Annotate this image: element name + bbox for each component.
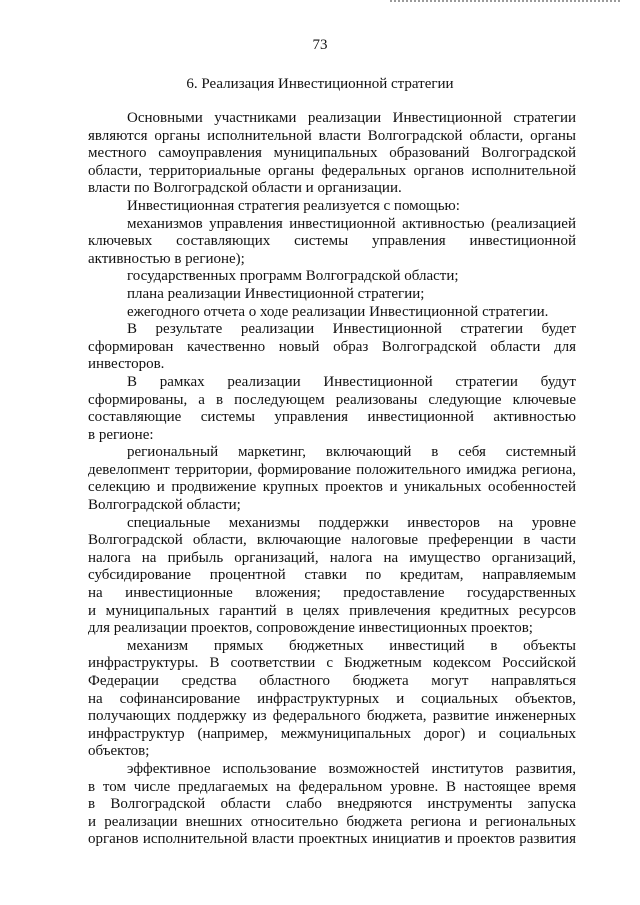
text-line: региональный маркетинг, включающий в себя системный — [127, 444, 576, 461]
text-line: механизмов управления инвестиционной активностью (реализацией — [127, 215, 576, 232]
text-line: селекцию и продвижение крупных проектов и уникальных особенностей — [88, 479, 576, 496]
text-line: механизм прямых бюджетных инвестиций в объекты — [127, 637, 576, 654]
text-line: Волгоградской области, включающие налоговые преференции в части — [88, 532, 576, 549]
text-line: плана реализации Инвестиционной стратегии; — [127, 285, 425, 302]
text-line: Инвестиционная стратегия реализуется с помощью: — [127, 197, 460, 214]
scan-artifact — [390, 0, 620, 5]
text-line: и реализации внешних относительно бюджета региона и региональных — [88, 813, 576, 830]
text-line: сформирован качественно новый образ Волгоградской области для — [88, 338, 576, 355]
text-line: В результате реализации Инвестиционной стратегии будет — [127, 321, 576, 338]
text-line: инфраструктуры. В соответствии с Бюджетным кодексом Российской — [88, 655, 576, 672]
text-line: и муниципальных гарантий в целях привлечения кредитных ресурсов — [88, 602, 576, 619]
text-line: эффективное использование возможностей институтов развития, — [127, 760, 576, 777]
text-line: в том числе предлагаемых на федеральном уровне. В настоящее время — [88, 778, 576, 795]
text-line: получающих поддержку из федерального бюджета, развитие инженерных — [88, 708, 576, 725]
text-line: Основными участниками реализации Инвестиционной стратегии — [127, 110, 576, 126]
text-line: сформированы, а в последующем реализованы следующие ключевые — [88, 391, 576, 408]
text-line: на софинансирование инфраструктурных и социальных объектов, — [88, 690, 576, 707]
document-body — [88, 110, 576, 849]
text-line: Федерации средства областного бюджета могут направляться — [88, 673, 576, 689]
text-line: власти по Волгоградской области и организации. — [88, 180, 402, 197]
text-line: субсидирование процентной ставки по кредитам, направляемым — [88, 567, 576, 584]
text-line: налога на прибыль организаций, налога на имущество организаций, — [88, 549, 576, 566]
text-line: Волгоградской области; — [88, 497, 241, 514]
text-line: в регионе: — [88, 426, 154, 443]
text-line: государственных программ Волгоградской области; — [127, 268, 459, 285]
text-line: являются органы исполнительной власти Волгоградской области, органы — [88, 127, 576, 144]
text-line: ежегодного отчета о ходе реализации Инвестиционной стратегии. — [127, 303, 549, 320]
text-line: местного самоуправления муниципальных образований Волгоградской — [88, 145, 576, 162]
text-line: на инвестиционные вложения; предоставление государственных — [88, 585, 576, 602]
text-line: В рамках реализации Инвестиционной стратегии будут — [127, 373, 576, 390]
section-heading: 6. Реализация Инвестиционной стратегии — [186, 76, 454, 92]
text-line: органов исполнительной власти проектных инициатив и проектов развития — [88, 831, 576, 848]
text-line: объектов; — [88, 743, 150, 760]
text-line: специальные механизмы поддержки инвесторов на уровне — [127, 514, 576, 531]
text-line: девелопмент территории, формирование положительного имиджа региона, — [88, 461, 576, 478]
text-line: инвесторов. — [88, 356, 165, 373]
page-number: 73 — [312, 37, 328, 53]
text-line: составляющие системы управления инвестиционной активностью — [88, 409, 576, 426]
text-line: активностью в регионе); — [88, 250, 245, 267]
text-line: инфраструктур (например, межмуниципальных дорог) и социальных — [88, 725, 576, 742]
text-line: в Волгоградской области слабо внедряются инструменты запуска — [88, 796, 576, 813]
text-line: ключевых составляющих системы управления инвестиционной — [88, 233, 576, 250]
text-line: для реализации проектов, сопровождение инвестиционных проектов; — [88, 620, 533, 637]
text-line: области, территориальные органы федеральных органов исполнительной — [88, 162, 576, 179]
